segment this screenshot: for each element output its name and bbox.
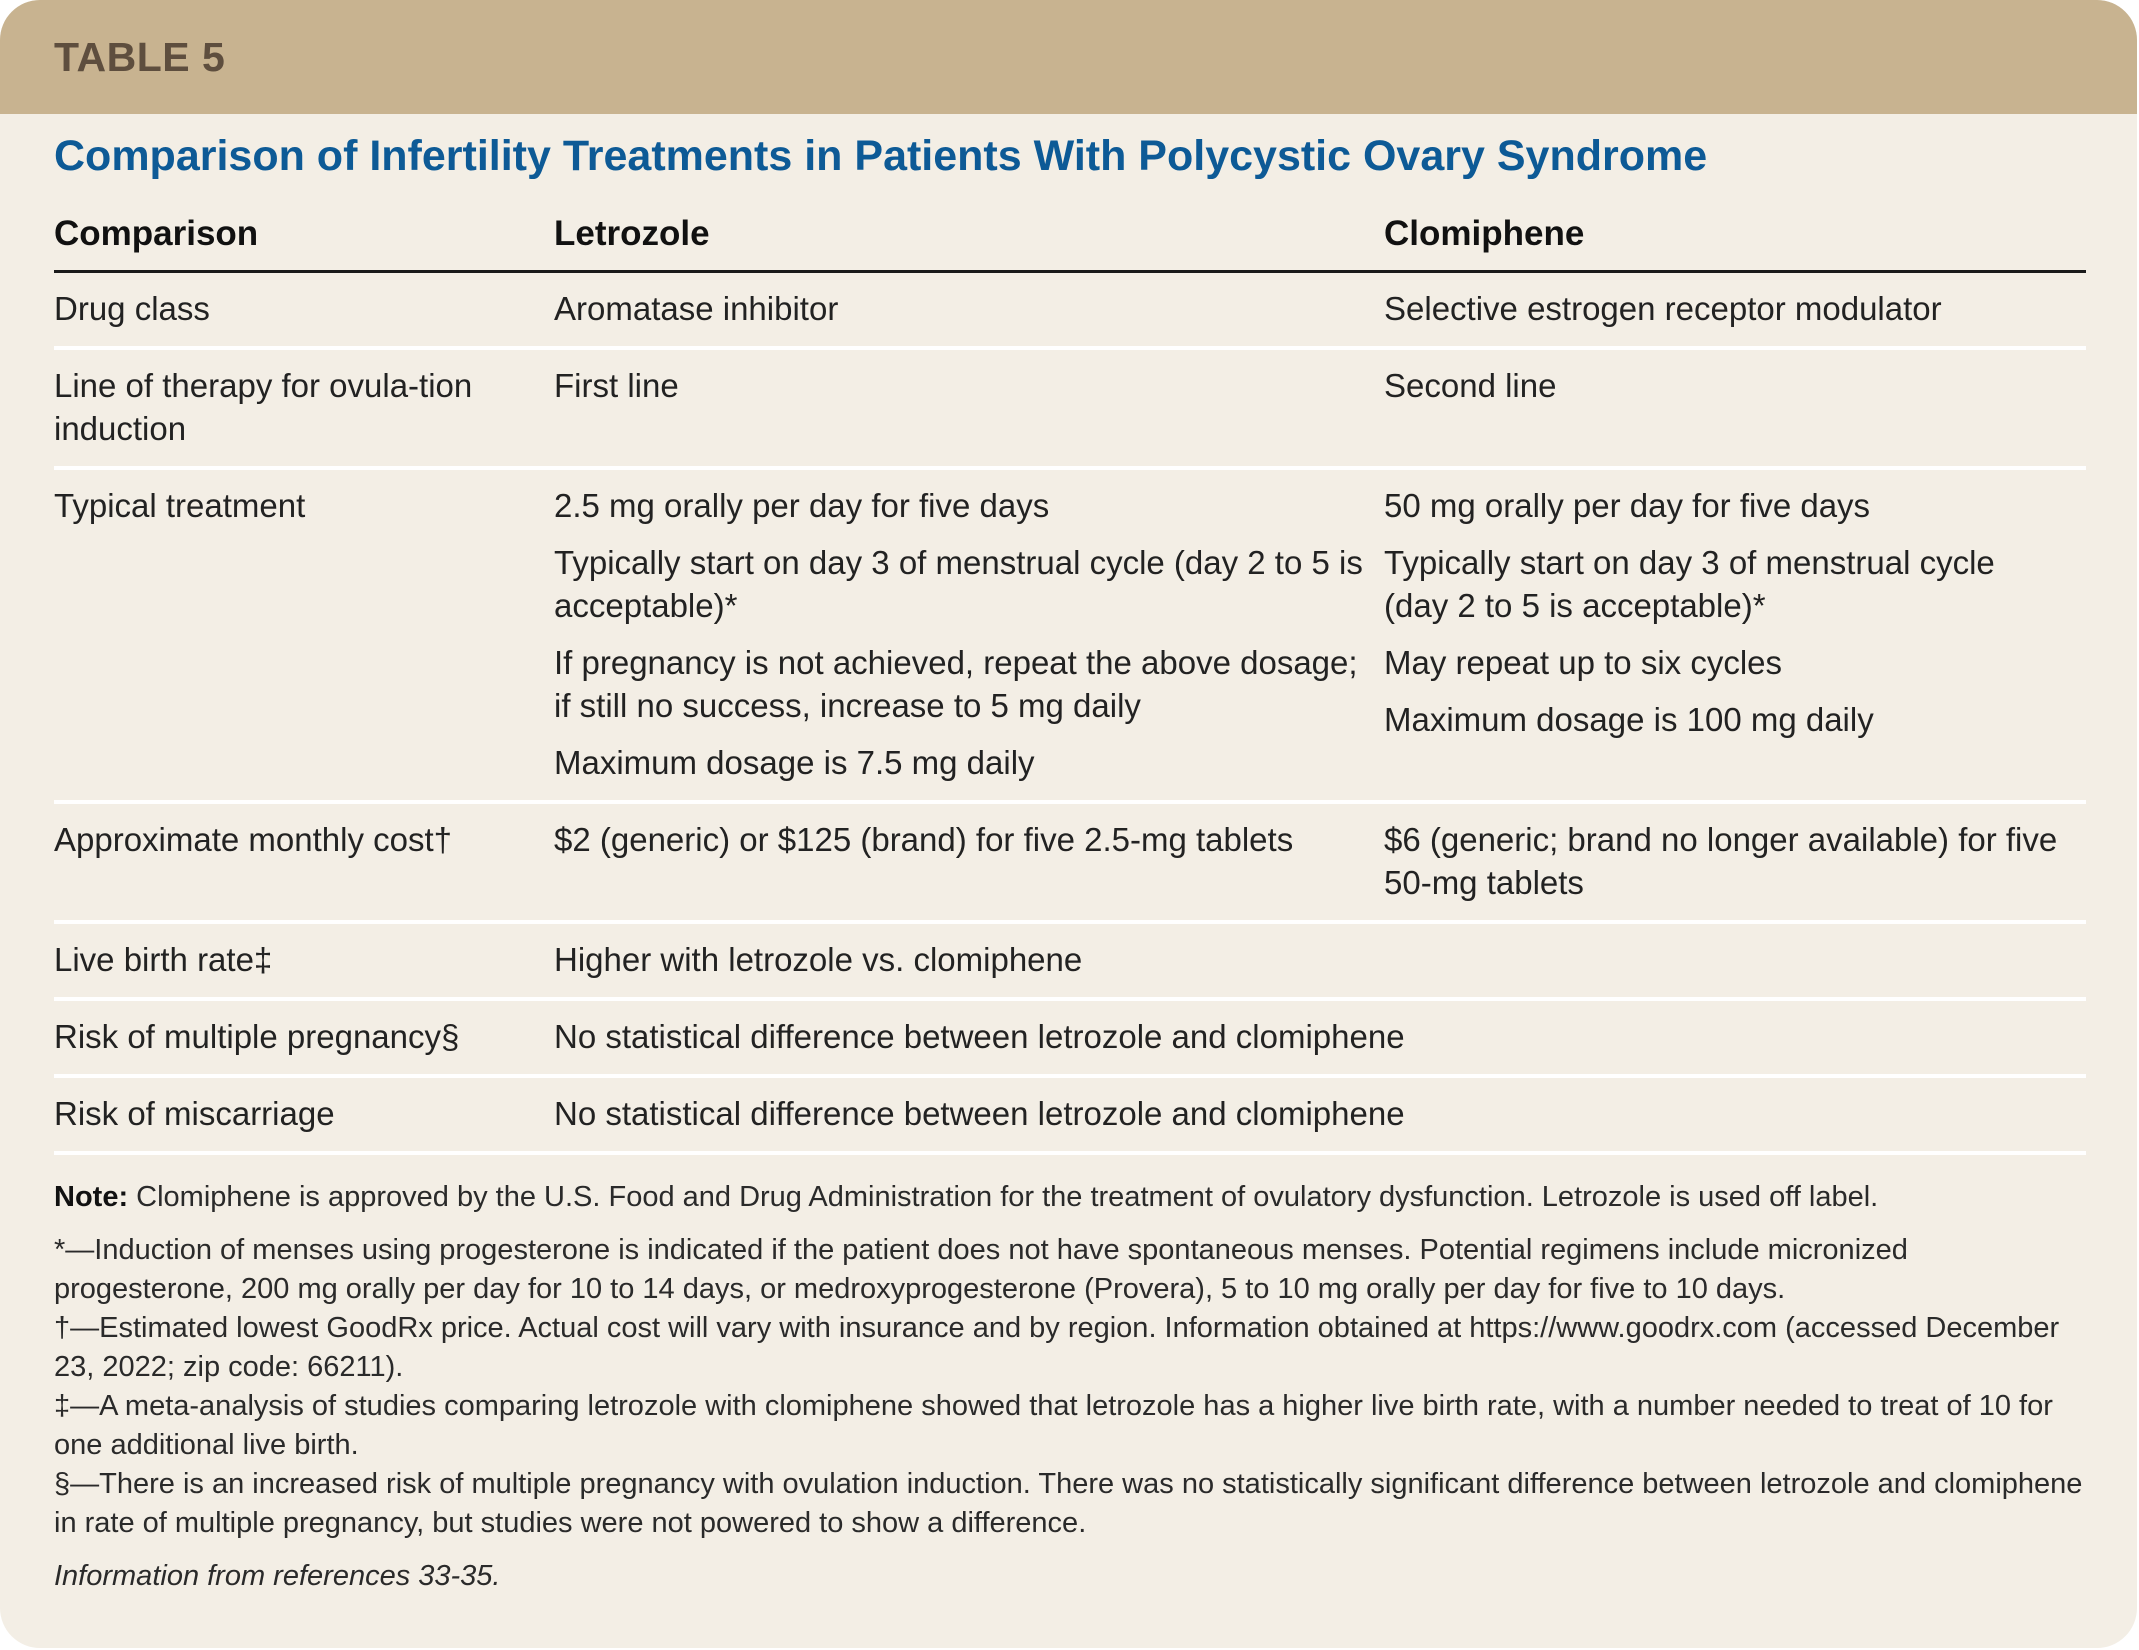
cell-line: Typically start on day 3 of menstrual cycle (day 2 to 5 is acceptable)* [1384,544,1995,624]
spanning-cell: Higher with letrozole vs. clomiphene [554,922,2086,999]
column-header-clomiphene: Clomiphene [1384,198,2086,272]
clomiphene-cell [1384,468,2086,802]
row-label: Risk of miscarriage [54,1076,554,1153]
row-label: Risk of multiple pregnancy§ [54,999,554,1076]
row-label: Approximate monthly cost† [54,802,554,922]
footnote: †—Estimated lowest GoodRx price. Actual cost will vary with insurance and by region. Information obtained at https://www.goodrx.com (accessed December 23, 2022; zip code: 66211). [54,1312,2060,1383]
table-notes [54,1178,2094,1610]
cell-line: Maximum dosage is 7.5 mg daily [554,744,1035,781]
footnote: *—Induction of menses using progesterone is indicated if the patient does not have spontaneous menses. Potential regimens include micronized progesterone, 200 mg orally per day for 10 to 14 days, or medroxyprogesterone (Provera), 5 to 10 mg orally per day for five to 10 days. [54,1234,1908,1305]
note [54,1178,2094,1217]
source-citation: Information from references 33-35. [54,1560,501,1592]
cell-line: 50 mg orally per day for five days [1384,487,1871,524]
row-label: Live birth rate‡ [54,922,554,999]
clomiphene-cell [1384,802,2086,922]
cell-line: Maximum dosage is 100 mg daily [1384,701,1874,738]
table-label-band [0,0,2137,114]
cell-line: $6 (generic; brand no longer available) for five 50-mg tablets [1384,821,2058,901]
table-row [54,802,2086,922]
note-text: Clomiphene is approved by the U.S. Food and Drug Administration for the treatment of ovulatory dysfunction. Letrozole is used off label. [136,1181,1879,1213]
row-label: Typical treatment [54,468,554,802]
footnotes [54,1231,2094,1543]
table-row [54,468,2086,802]
cell-line: 2.5 mg orally per day for five days [554,487,1050,524]
row-label: Line of therapy for ovula-tion induction [54,348,554,468]
letrozole-cell [554,272,1384,349]
cell-line: Selective estrogen receptor modulator [1384,290,1942,327]
cell-line: Aromatase inhibitor [554,290,839,327]
comparison-table [54,198,2086,1155]
spanning-cell: No statistical difference between letrozole and clomiphene [554,1076,2086,1153]
spanning-cell: No statistical difference between letrozole and clomiphene [554,999,2086,1076]
cell-line: Second line [1384,367,1557,404]
cell-line: If pregnancy is not achieved, repeat the above dosage; if still no success, increase to 5 mg daily [554,644,1358,724]
note-label: Note: [54,1181,129,1213]
table-row [54,1076,2086,1153]
table-row [54,999,2086,1076]
column-header-comparison: Comparison [54,198,554,272]
table-row [54,922,2086,999]
letrozole-cell [554,802,1384,922]
cell-line: $2 (generic) or $125 (brand) for five 2.5-mg tablets [554,821,1294,858]
cell-line: First line [554,367,679,404]
table-label: TABLE 5 [54,33,226,80]
table-header-row [54,198,2086,272]
cell-line: Typically start on day 3 of menstrual cycle (day 2 to 5 is acceptable)* [554,544,1363,624]
clomiphene-cell [1384,348,2086,468]
table-row [54,272,2086,349]
row-label: Drug class [54,272,554,349]
column-header-letrozole: Letrozole [554,198,1384,272]
table-row [54,348,2086,468]
footnote: §—There is an increased risk of multiple pregnancy with ovulation induction. There was no statistically significant difference between letrozole and clomiphene in rate of multiple pregnancy, but studies were not powered to show a difference. [54,1468,2083,1539]
cell-line: May repeat up to six cycles [1384,644,1782,681]
clomiphene-cell [1384,272,2086,349]
table-title: Comparison of Infertility Treatments in Patients With Polycystic Ovary Syndrome [54,132,1708,180]
letrozole-cell [554,348,1384,468]
footnote: ‡—A meta-analysis of studies comparing letrozole with clomiphene showed that letrozole has a higher live birth rate, with a number needed to treat of 10 for one additional live birth. [54,1390,2053,1461]
letrozole-cell [554,468,1384,802]
